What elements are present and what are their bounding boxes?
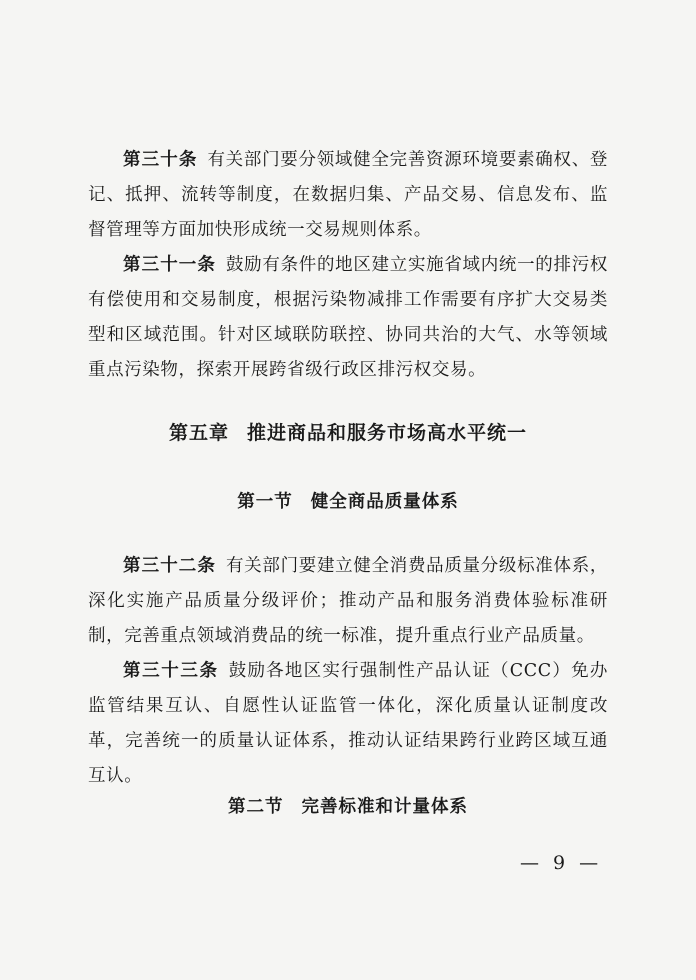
article-30: [88, 143, 608, 248]
chapter-heading: [0, 418, 696, 445]
article-31: [88, 248, 608, 388]
section-heading-2: [0, 793, 696, 818]
section-number: 第二节: [228, 797, 284, 817]
section-title: 健全商品质量体系: [310, 492, 459, 512]
chapter-title: 推进商品和服务市场高水平统一: [247, 422, 528, 444]
article-33: [88, 654, 608, 794]
chapter-number: 第五章: [168, 422, 229, 444]
article-number: 第三十条: [123, 150, 198, 170]
page-number: — 9 —: [520, 852, 603, 874]
article-text: 有关部门要分领域健全完善资源环境要素确权、登记、抵押、流转等制度，在数据归集、产品交易、信息发布、监督管理等方面加快形成统一交易规则体系。: [88, 150, 609, 240]
article-number: 第三十三条: [123, 661, 219, 681]
article-number: 第三十一条: [123, 255, 216, 275]
section-number: 第一节: [237, 492, 293, 512]
article-text: 鼓励各地区实行强制性产品认证（CCC）免办监管结果互认、自愿性认证监管一体化，深化质量认证制度改革，完善统一的质量认证体系，推动认证结果跨行业跨区域互通互认。: [88, 661, 608, 786]
article-text: 有关部门要建立健全消费品质量分级标准体系，深化实施产品质量分级评价；推动产品和服务消费体验标准研制，完善重点领域消费品的统一标准，提升重点行业产品质量。: [88, 556, 608, 646]
section-heading-1: [0, 488, 696, 513]
article-number: 第三十二条: [123, 556, 216, 576]
section-title: 完善标准和计量体系: [301, 797, 468, 817]
article-32: [88, 549, 608, 654]
article-text: 鼓励有条件的地区建立实施省域内统一的排污权有偿使用和交易制度，根据污染物减排工作需要有序扩大交易类型和区域范围。针对区域联防联控、协同共治的大气、水等领域重点污染物，探索开展跨省级行政区排污权交易。: [88, 255, 608, 380]
